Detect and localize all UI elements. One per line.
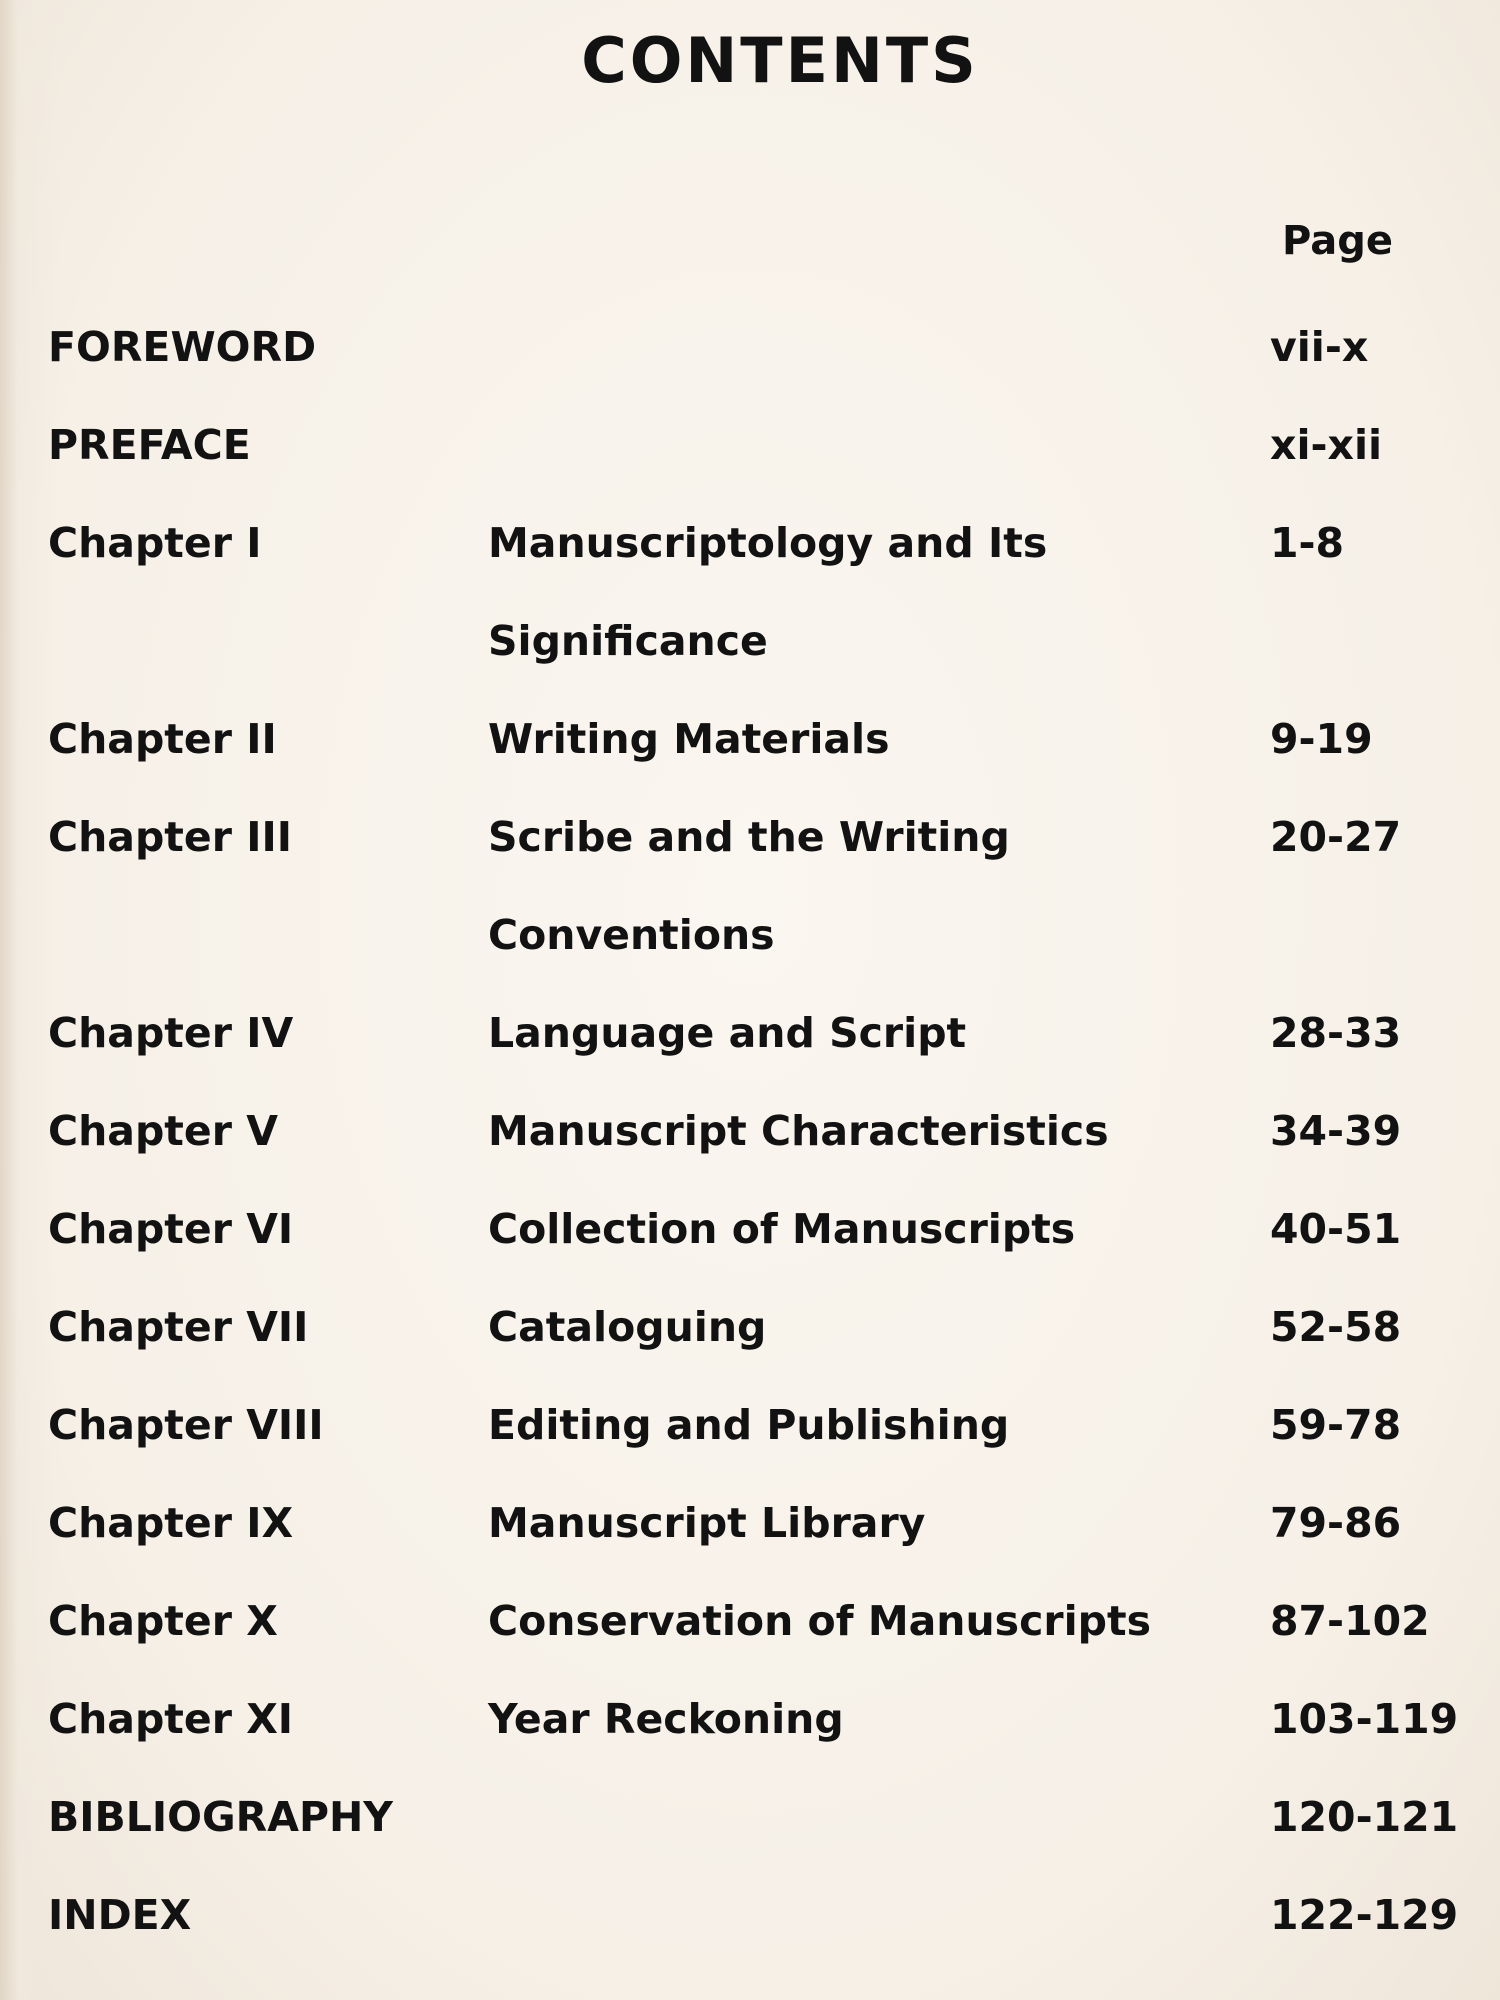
contents-heading: CONTENTS xyxy=(581,24,979,97)
toc-entry-label: Chapter VIII xyxy=(48,1401,324,1449)
page-column-label: Page xyxy=(1282,218,1393,264)
toc-entry-label: Chapter V xyxy=(48,1107,278,1155)
toc-entry-pages: 9-19 xyxy=(1270,715,1373,763)
toc-entry-title: Manuscript Characteristics xyxy=(488,1107,1109,1155)
toc-entry-pages: 1-8 xyxy=(1270,519,1345,567)
toc-entry-title-continued: Conventions xyxy=(488,911,775,959)
toc-entry-title: Cataloguing xyxy=(488,1303,767,1351)
toc-entry-pages: 52-58 xyxy=(1270,1303,1402,1351)
toc-entry-pages: 122-129 xyxy=(1270,1891,1459,1939)
toc-entry-label: Chapter II xyxy=(48,715,277,763)
toc-entry-label: PREFACE xyxy=(48,421,251,469)
toc-entry-title: Year Reckoning xyxy=(488,1695,844,1743)
toc-entry-title: Scribe and the Writing xyxy=(488,813,1010,861)
toc-entry-title: Manuscriptology and Its xyxy=(488,519,1048,567)
toc-entry-label: Chapter VII xyxy=(48,1303,309,1351)
toc-entry-label: INDEX xyxy=(48,1891,192,1939)
toc-entry-pages: vii-x xyxy=(1270,323,1369,371)
toc-entry-title: Manuscript Library xyxy=(488,1499,926,1547)
toc-entry-label: Chapter I xyxy=(48,519,262,567)
toc-entry-title: Conservation of Manuscripts xyxy=(488,1597,1152,1645)
toc-entry-pages: 20-27 xyxy=(1270,813,1402,861)
toc-entry-label: Chapter III xyxy=(48,813,292,861)
toc-entry-title: Editing and Publishing xyxy=(488,1401,1010,1449)
toc-entry-pages: xi-xii xyxy=(1270,421,1383,469)
toc-entry-label: Chapter XI xyxy=(48,1695,294,1743)
toc-entry-title: Language and Script xyxy=(488,1009,967,1057)
toc-entry-pages: 120-121 xyxy=(1270,1793,1459,1841)
toc-entry-label: FOREWORD xyxy=(48,323,317,371)
toc-entry-pages: 40-51 xyxy=(1270,1205,1402,1253)
toc-entry-title: Writing Materials xyxy=(488,715,890,763)
toc-entry-title: Collection of Manuscripts xyxy=(488,1205,1076,1253)
toc-entry-pages: 87-102 xyxy=(1270,1597,1430,1645)
toc-entry-pages: 28-33 xyxy=(1270,1009,1402,1057)
toc-entry-title-continued: Significance xyxy=(488,617,768,665)
toc-entry-label: Chapter VI xyxy=(48,1205,294,1253)
toc-entry-label: Chapter IV xyxy=(48,1009,294,1057)
toc-entry-pages: 34-39 xyxy=(1270,1107,1402,1155)
toc-entry-pages: 59-78 xyxy=(1270,1401,1402,1449)
toc-entry-label: Chapter X xyxy=(48,1597,278,1645)
toc-entry-label: Chapter IX xyxy=(48,1499,294,1547)
toc-entry-pages: 103-119 xyxy=(1270,1695,1459,1743)
toc-entry-label: BIBLIOGRAPHY xyxy=(48,1793,393,1841)
toc-entry-pages: 79-86 xyxy=(1270,1499,1402,1547)
